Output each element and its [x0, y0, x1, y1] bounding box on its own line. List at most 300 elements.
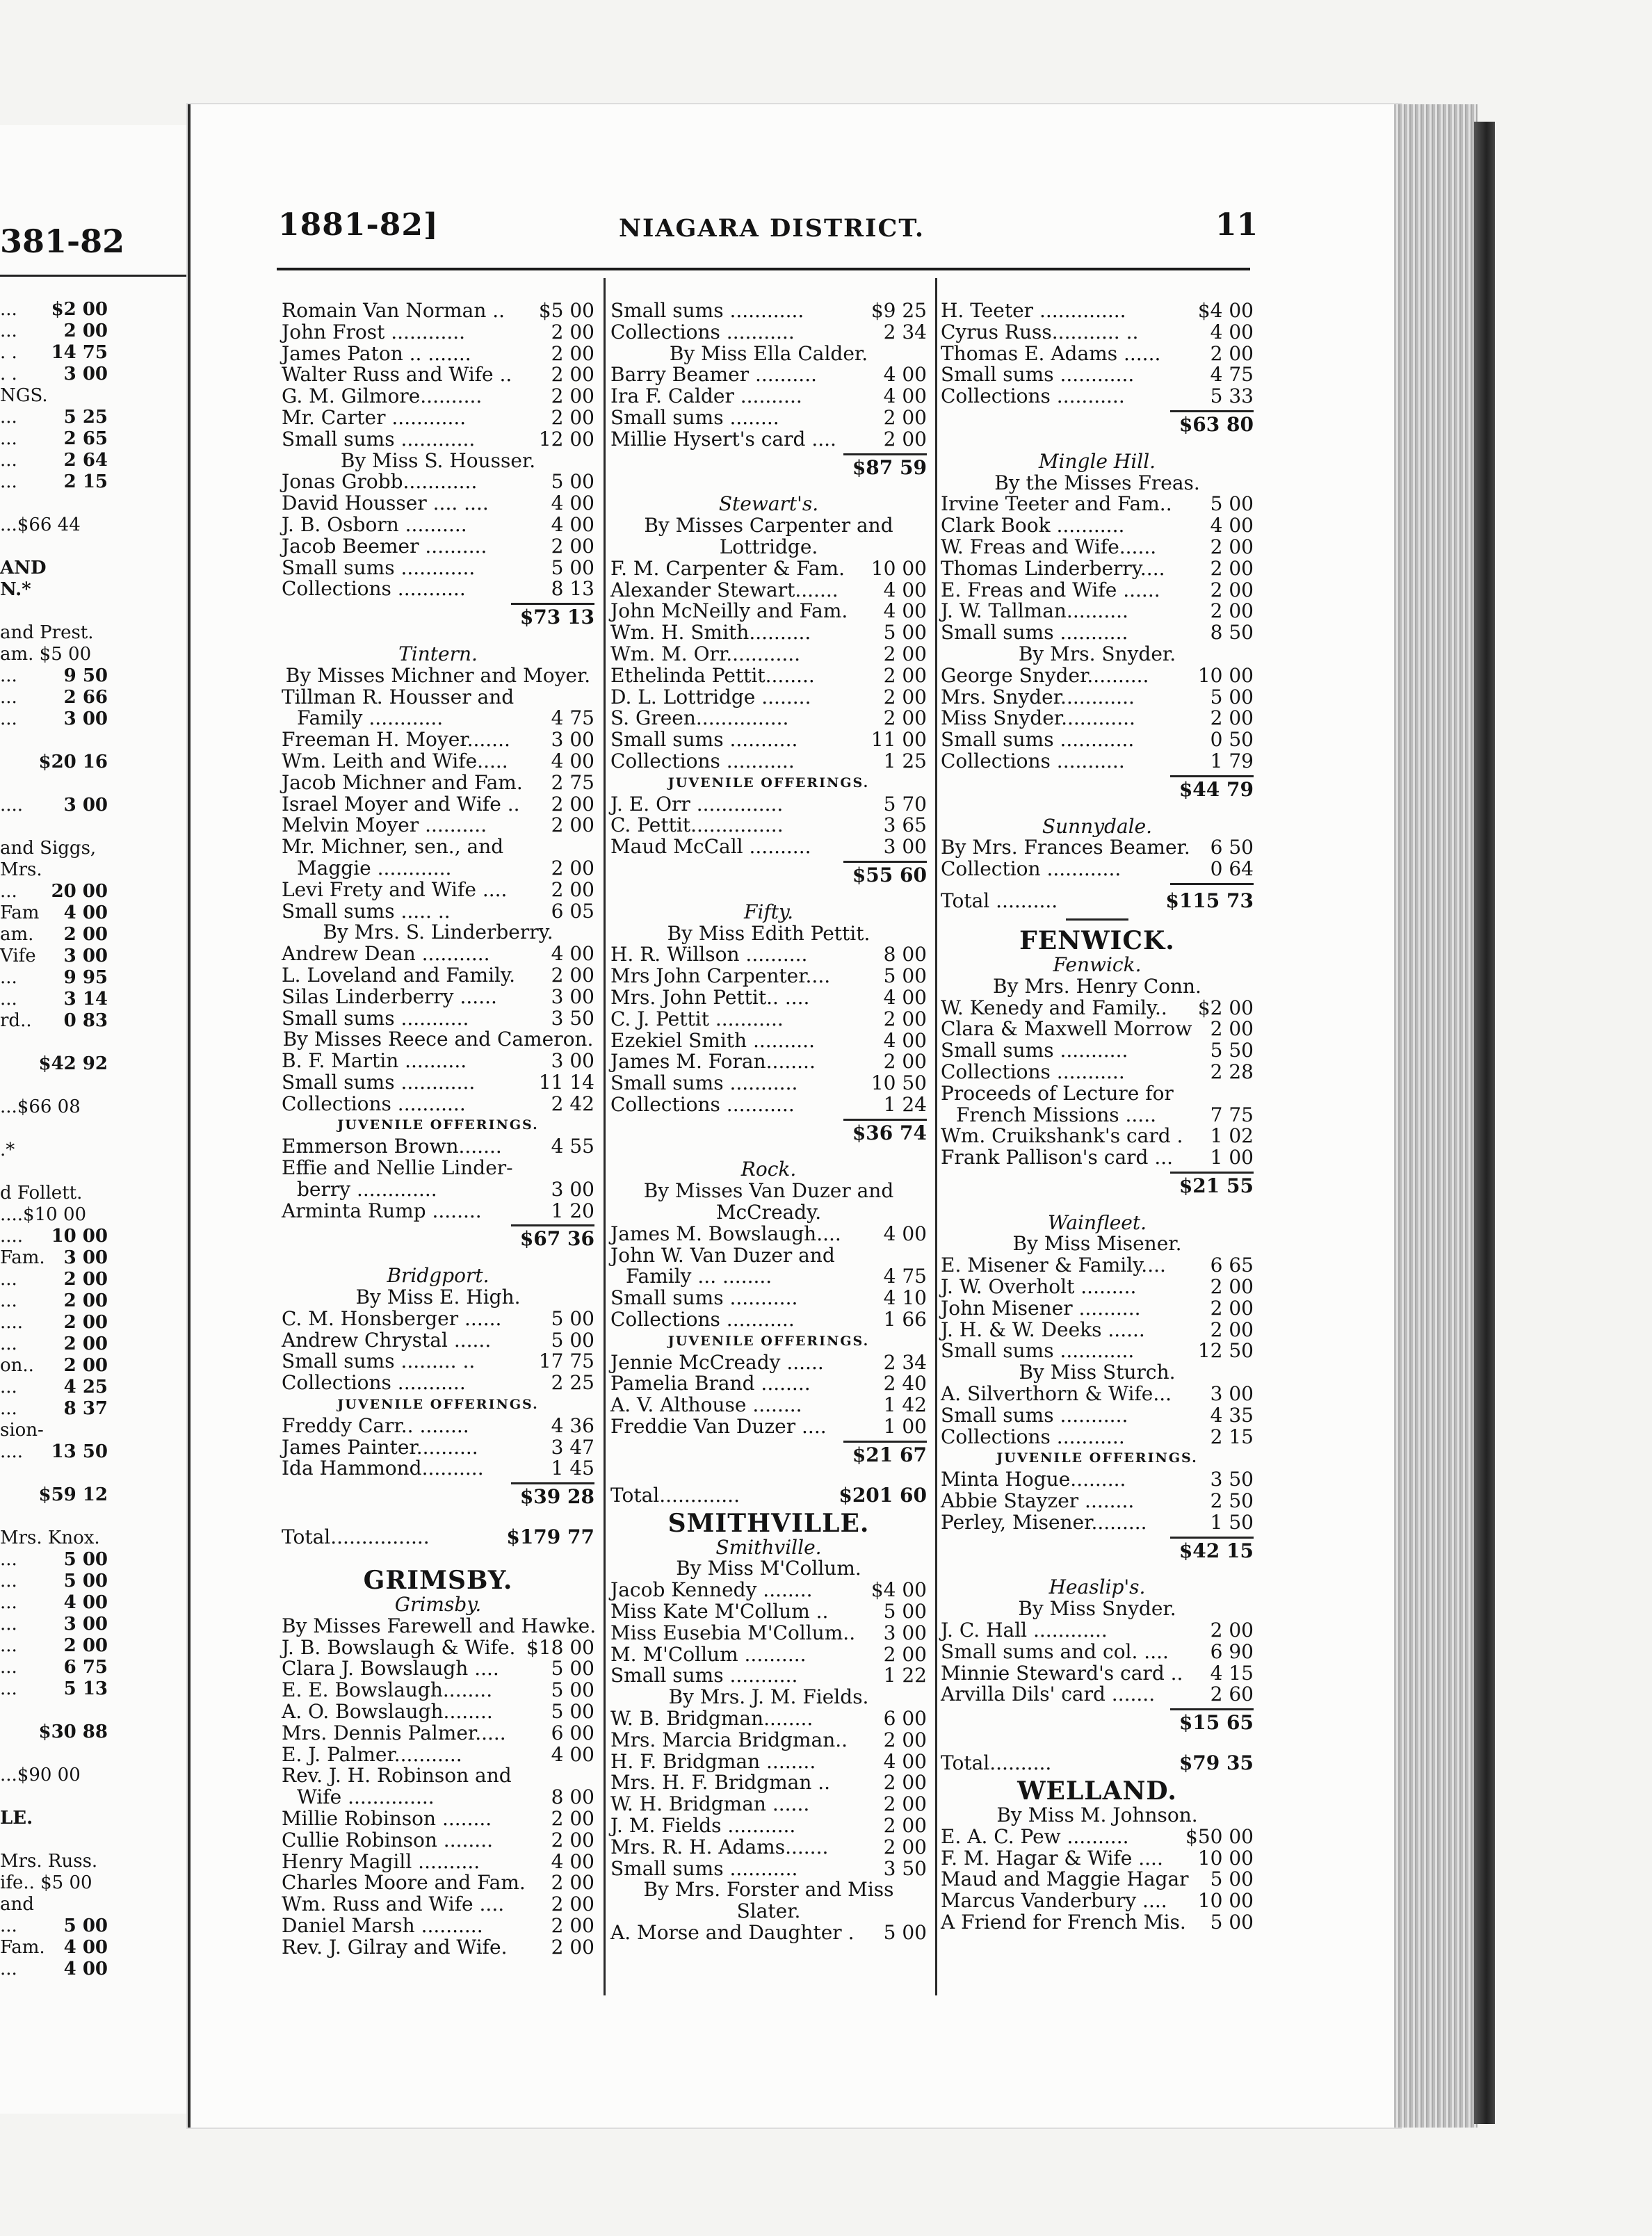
- contributor-name: Maud and Maggie Hagar: [941, 1868, 1189, 1891]
- contributor-name: Pamelia Brand ........: [610, 1372, 811, 1395]
- amount: 1 00: [1210, 1146, 1254, 1169]
- contribution-row: [282, 965, 594, 987]
- amount: $179 77: [506, 1525, 594, 1549]
- contribution-row: [610, 687, 927, 708]
- sum-rule-line: [843, 861, 927, 863]
- contribution-row: [941, 1405, 1254, 1427]
- left-page-line: [0, 1506, 198, 1528]
- left-page-line-amount: 2 00: [63, 1269, 108, 1290]
- contribution-row: [941, 1126, 1254, 1147]
- left-page-line-amount: $59 12: [38, 1484, 108, 1505]
- amount: 6 00: [551, 1721, 594, 1744]
- column-1: [282, 299, 597, 1959]
- contributor-name: Collections ...........: [282, 1371, 466, 1395]
- left-page-line-text: ...: [0, 1678, 17, 1699]
- left-page-line: [0, 708, 198, 730]
- contribution-row: [610, 558, 927, 580]
- place-heading: [282, 644, 594, 665]
- contributor-name: French Missions .....: [956, 1103, 1157, 1126]
- contribution-row: [941, 1320, 1254, 1341]
- contributor-name: Perley, Misener.........: [941, 1510, 1147, 1534]
- left-page-line: [0, 1635, 198, 1657]
- amount: 4 00: [883, 1222, 927, 1245]
- amount: $63 80: [1179, 412, 1254, 436]
- amount: 2 25: [551, 1371, 594, 1395]
- contributor-name: George Snyder..........: [941, 663, 1149, 687]
- left-page-line-text: NGS.: [0, 385, 48, 406]
- amount: 2 00: [1210, 556, 1254, 580]
- circuit-heading: [941, 927, 1254, 955]
- circuit-heading: [282, 1566, 594, 1594]
- contributor-name: Irvine Teeter and Fam..: [941, 492, 1172, 516]
- contributor-name: Melvin Moyer ..........: [282, 813, 487, 837]
- left-page-line-amount: 6 75: [63, 1657, 108, 1678]
- left-page-line: [0, 1614, 198, 1635]
- contributor-name: Maggie ............: [297, 856, 452, 880]
- spacer: [941, 1197, 1254, 1213]
- place-heading: [610, 902, 927, 923]
- amount: 3 00: [883, 1621, 927, 1644]
- collector-line: [610, 1901, 927, 1922]
- left-page-line: [0, 989, 198, 1010]
- amount: 3 00: [551, 728, 594, 752]
- contributor-name: Levi Frety and Wife ....: [282, 877, 508, 901]
- left-page-line-text: Mrs.: [0, 859, 42, 880]
- amount: 2 00: [1210, 1296, 1254, 1320]
- contributor-name: Romain Van Norman ..: [282, 299, 505, 322]
- amount: 4 75: [1210, 363, 1254, 387]
- contributor-name: Frank Pallison's card ...: [941, 1146, 1174, 1169]
- contribution-row: [282, 815, 594, 836]
- left-page-line: [0, 515, 198, 536]
- amount: 11 00: [870, 728, 927, 752]
- contributor-name: Collections ...........: [610, 1308, 795, 1331]
- left-page-line-text: and: [0, 1894, 34, 1915]
- contribution-row: [282, 1330, 594, 1352]
- contribution-row: [610, 1815, 927, 1837]
- contribution-row: [941, 1620, 1254, 1642]
- left-page-line-text: ...: [0, 471, 17, 492]
- contributor-name: Minta Hogue.........: [941, 1468, 1126, 1491]
- amount: 3 50: [1210, 1468, 1254, 1491]
- contributor-name: F. M. Hagar & Wife ....: [941, 1846, 1163, 1870]
- contribution-row: [610, 300, 927, 322]
- amount: 2 00: [551, 1893, 594, 1916]
- left-page-line: [0, 859, 198, 881]
- amount: 2 00: [883, 1050, 927, 1074]
- contribution-row: [610, 1601, 927, 1623]
- spacer: [941, 436, 1254, 451]
- contributor-name: Rev. J. H. Robinson and: [282, 1764, 512, 1788]
- amount: 4 10: [883, 1286, 927, 1310]
- contributor-name: Total..........: [941, 1751, 1052, 1775]
- running-head-title: NIAGARA DISTRICT.: [619, 214, 925, 243]
- heading-text: By Miss E. High.: [355, 1286, 521, 1309]
- contributor-name: Small sums ...........: [610, 728, 798, 752]
- left-page-line: [0, 1937, 198, 1959]
- amount: $55 60: [852, 863, 927, 886]
- amount: 1 79: [1210, 749, 1254, 772]
- amount: 2 15: [1210, 1425, 1254, 1448]
- place-heading: [941, 955, 1254, 976]
- contributor-name: Small sums ...........: [610, 1664, 798, 1687]
- contribution-row: [941, 558, 1254, 580]
- place-heading: [282, 1594, 594, 1616]
- contributor-name: Barry Beamer ..........: [610, 363, 818, 387]
- contributor-name: Emmerson Brown.......: [282, 1135, 502, 1158]
- amount: 2 34: [883, 1350, 927, 1374]
- contributor-name: E. Freas and Wife ......: [941, 578, 1160, 601]
- contributor-name: Freeman H. Moyer.......: [282, 728, 510, 752]
- contributor-name: Small sums ...........: [610, 1071, 798, 1095]
- left-page-line-text: ...: [0, 1915, 17, 1936]
- contributor-name: Thomas E. Adams ......: [941, 341, 1161, 365]
- contribution-row: [941, 1826, 1254, 1848]
- left-page-line-amount: 3 00: [63, 1247, 108, 1268]
- amount: 2 00: [1210, 535, 1254, 558]
- amount: 1 02: [1210, 1124, 1254, 1148]
- left-page-line-text: ...: [0, 1290, 17, 1311]
- contributor-name: David Housser .... ....: [282, 492, 489, 515]
- left-page-line: [0, 1657, 198, 1678]
- contribution-row: [941, 665, 1254, 687]
- left-page-line: [0, 536, 198, 558]
- sum-rule-line: [843, 453, 927, 455]
- contribution-row: [941, 1912, 1254, 1934]
- sum-rule-line: [511, 1482, 594, 1484]
- contributor-name: Family ... ........: [626, 1265, 772, 1288]
- book-binding: [1474, 122, 1495, 2124]
- amount: 5 00: [551, 1657, 594, 1680]
- left-page-line-amount: 3 00: [63, 946, 108, 966]
- contribution-row: [282, 386, 594, 407]
- left-page-line-text: Fam.: [0, 1937, 45, 1958]
- left-page-line: [0, 1743, 198, 1765]
- amount: 6 65: [1210, 1254, 1254, 1277]
- spacer: [610, 478, 927, 494]
- contribution-row: [282, 1849, 594, 1873]
- amount: 4 36: [551, 1413, 594, 1437]
- contributor-name: D. L. Lottridge ........: [610, 685, 811, 708]
- contributor-name: Family ............: [297, 706, 444, 730]
- collector-line: [610, 537, 927, 558]
- amount: 1 22: [883, 1664, 927, 1687]
- contributor-name: Miss Snyder............: [941, 706, 1135, 730]
- amount: 2 00: [1210, 578, 1254, 601]
- amount: 5 00: [883, 964, 927, 988]
- contribution-row: [282, 1915, 594, 1937]
- contribution-row: [610, 1665, 927, 1687]
- contribution-row: [282, 1765, 594, 1787]
- amount: 2 34: [883, 320, 927, 343]
- left-page-line: [0, 1592, 198, 1614]
- left-page-line-text: ...: [0, 1398, 17, 1419]
- contribution-row: [282, 858, 594, 880]
- contributor-name: Jacob Kennedy ........: [610, 1578, 813, 1602]
- left-page-line: [0, 1808, 198, 1829]
- amount: 2 00: [551, 813, 594, 837]
- contributor-name: Cullie Robinson ........: [282, 1828, 494, 1852]
- spacer: [941, 1734, 1254, 1749]
- contribution-row: [610, 1224, 927, 1245]
- left-page-line: [0, 1851, 198, 1872]
- contribution-row: [282, 772, 594, 794]
- contribution-row: [282, 1658, 594, 1680]
- amount: 4 75: [551, 706, 594, 730]
- left-page-lines: [0, 299, 198, 1980]
- left-page-line: [0, 558, 198, 579]
- amount: 4 00: [551, 1742, 594, 1766]
- amount: $4 00: [1197, 299, 1254, 322]
- contribution-row: [610, 1051, 927, 1073]
- contributor-name: Freddy Carr.. ........: [282, 1413, 469, 1437]
- amount: 5 00: [1210, 685, 1254, 708]
- left-page-line: [0, 1053, 198, 1075]
- amount: 1 25: [883, 749, 927, 772]
- contributor-name: Jacob Beemer ..........: [282, 534, 487, 558]
- amount: 10 00: [1197, 1846, 1254, 1870]
- left-page-line: [0, 1161, 198, 1183]
- left-page-line: [0, 1334, 198, 1355]
- page-number: 11: [1215, 207, 1258, 243]
- collector-line: [941, 1805, 1254, 1826]
- left-page-line: [0, 450, 198, 471]
- contribution-row: [282, 751, 594, 772]
- left-page-line-amount: 9 95: [63, 967, 108, 988]
- left-page-line: [0, 493, 198, 515]
- heading-text: JUVENILE OFFERINGS.: [667, 1333, 870, 1349]
- amount: 3 00: [883, 835, 927, 859]
- left-page-line: [0, 1075, 198, 1096]
- subtotal-row: [610, 1445, 927, 1466]
- column-divider-2: [935, 278, 937, 1995]
- collector-line: [282, 922, 594, 943]
- left-page-line: [0, 1571, 198, 1592]
- left-page-line-text: ...: [0, 1635, 17, 1656]
- amount: 2 00: [551, 534, 594, 558]
- contribution-row: [610, 1794, 927, 1815]
- heading-text: Sunnydale.: [1042, 814, 1153, 838]
- contribution-row: [941, 1384, 1254, 1405]
- contribution-row: [282, 493, 594, 515]
- contributor-name: Small sums ............: [282, 427, 476, 451]
- left-page-line-text: d Follett.: [0, 1183, 83, 1204]
- contribution-row: [282, 1008, 594, 1030]
- amount: 5 00: [883, 1920, 927, 1944]
- contribution-row: [941, 837, 1254, 859]
- left-page-line-amount: 5 00: [63, 1549, 108, 1570]
- contribution-row: [282, 1872, 594, 1894]
- contributor-name: Wm. M. Orr............: [610, 642, 801, 665]
- left-page-line-text: LE.: [0, 1808, 33, 1829]
- contributor-name: E. E. Bowslaugh........: [282, 1678, 493, 1702]
- left-page-line: [0, 342, 198, 364]
- amount: 2 00: [883, 663, 927, 687]
- contributor-name: J. W. Overholt .........: [941, 1275, 1137, 1299]
- contributor-name: C. M. Honsberger ......: [282, 1306, 502, 1330]
- amount: 4 75: [883, 1265, 927, 1288]
- running-head-years: 1881-82]: [278, 207, 439, 243]
- amount: 12 00: [538, 427, 594, 451]
- contributor-name: James Painter..........: [282, 1435, 478, 1459]
- left-page-line-text: ...: [0, 1592, 17, 1613]
- contributor-name: J. M. Fields ...........: [610, 1814, 796, 1837]
- contribution-row: [941, 998, 1254, 1019]
- left-page-line-amount: 5 25: [63, 407, 108, 428]
- juvenile-heading: [282, 1394, 594, 1416]
- left-page-line-amount: 10 00: [51, 1226, 108, 1247]
- contribution-row: [282, 1094, 594, 1115]
- collector-line: [282, 448, 594, 472]
- juvenile-heading: [610, 772, 927, 794]
- contribution-row: [610, 1352, 927, 1374]
- amount: 2 00: [883, 1642, 927, 1666]
- heading-text: Stewart's.: [718, 492, 819, 516]
- left-page-line: [0, 1463, 198, 1484]
- contribution-row: [610, 729, 927, 751]
- left-page-line: [0, 579, 198, 601]
- contributor-name: J. W. Tallman..........: [941, 599, 1128, 623]
- left-page-line-amount: 2 65: [63, 428, 108, 449]
- heading-text: WELLAND.: [1017, 1776, 1177, 1806]
- amount: 2 00: [883, 1007, 927, 1030]
- contribution-row: [610, 665, 927, 687]
- contributor-name: Small sums ........: [610, 405, 779, 429]
- sum-rule: [941, 880, 1254, 887]
- contributor-name: B. F. Martin ..........: [282, 1049, 467, 1073]
- heading-text: By Miss Ella Calder.: [669, 341, 868, 365]
- contributor-name: Collections ...........: [941, 749, 1125, 772]
- sum-rule-line: [843, 1119, 927, 1121]
- amount: 6 00: [883, 1707, 927, 1731]
- left-page-line-text: on..: [0, 1355, 34, 1376]
- amount: 4 00: [551, 942, 594, 966]
- left-page-line-text: ...: [0, 1334, 17, 1354]
- subtotal-row: [282, 1486, 594, 1508]
- left-page-line-text: ...: [0, 1269, 17, 1290]
- contribution-row: [610, 1288, 927, 1309]
- left-page-line-amount: $42 92: [38, 1053, 108, 1074]
- heading-text: Mingle Hill.: [1038, 449, 1156, 473]
- left-page-line-text: Vife: [0, 946, 36, 966]
- left-page-line-text: ...: [0, 989, 17, 1010]
- amount: 4 00: [883, 363, 927, 387]
- amount: $67 36: [519, 1227, 594, 1251]
- contributor-name: E. A. C. Pew ..........: [941, 1824, 1129, 1848]
- heading-text: Slater.: [736, 1899, 801, 1923]
- amount: 0 50: [1210, 728, 1254, 752]
- amount: 5 00: [1210, 492, 1254, 516]
- heading-text: By Miss Snyder.: [1018, 1597, 1176, 1621]
- contribution-row: [610, 429, 927, 451]
- contributor-name: L. Loveland and Family.: [282, 963, 515, 987]
- contribution-row: [941, 1062, 1254, 1083]
- left-page-line: [0, 1959, 198, 1980]
- left-page-line: [0, 299, 198, 321]
- heading-text: JUVENILE OFFERINGS.: [667, 775, 870, 791]
- contribution-row: [941, 494, 1254, 515]
- contribution-row: [941, 1427, 1254, 1448]
- amount: 4 00: [551, 749, 594, 772]
- left-page-line: [0, 1140, 198, 1161]
- collector-line: [610, 1687, 927, 1708]
- left-page-line: [0, 385, 198, 407]
- contribution-row: [282, 1437, 594, 1459]
- place-heading: [941, 451, 1254, 473]
- left-page-line: [0, 1312, 198, 1334]
- contribution-row: [610, 966, 927, 987]
- contributor-name: Henry Magill ..........: [282, 1849, 480, 1873]
- amount: 6 50: [1210, 836, 1254, 859]
- spacer: [610, 886, 927, 902]
- sum-rule-line: [1170, 775, 1254, 777]
- contribution-row: [941, 1019, 1254, 1040]
- left-page-line: [0, 816, 198, 838]
- amount: 3 00: [551, 1177, 594, 1201]
- contribution-row: [282, 1306, 594, 1330]
- sum-rule-line: [843, 1441, 927, 1443]
- amount: 5 50: [1210, 1039, 1254, 1062]
- left-page-line-amount: 13 50: [51, 1441, 108, 1462]
- heading-text: By Misses Reece and Cameron.: [282, 1028, 594, 1051]
- amount: 7 75: [1210, 1103, 1254, 1126]
- collector-line: [941, 1233, 1254, 1255]
- contribution-row: [282, 1744, 594, 1766]
- amount: 5 00: [551, 556, 594, 579]
- left-page-line: [0, 1096, 198, 1118]
- collector-line: [282, 1029, 594, 1051]
- contributor-name: Small sums ...........: [610, 1856, 798, 1880]
- heading-text: Wainfleet.: [1048, 1210, 1147, 1234]
- left-page-line: [0, 321, 198, 342]
- amount: 10 00: [1197, 1889, 1254, 1913]
- heading-text: By Mrs. Snyder.: [1018, 642, 1176, 665]
- contribution-row: [282, 1179, 594, 1201]
- amount: 5 00: [551, 1678, 594, 1702]
- column-2: [610, 300, 927, 1944]
- place-heading: [941, 1210, 1254, 1234]
- heading-text: By Miss S. Housser.: [340, 448, 536, 472]
- left-page-line-text: N.*: [0, 579, 31, 600]
- subtotal-row: [610, 457, 927, 479]
- contributor-name: Collections ...........: [941, 384, 1125, 408]
- contribution-row: [941, 1491, 1254, 1512]
- contribution-row: [282, 1680, 594, 1701]
- contributor-name: Andrew Chrystal ......: [282, 1328, 492, 1352]
- left-page-line-text: ...: [0, 1657, 17, 1678]
- column-divider-1: [604, 278, 606, 1995]
- amount: 3 00: [551, 1049, 594, 1073]
- contributor-name: Mrs John Carpenter....: [610, 964, 831, 988]
- contribution-row: [282, 1723, 594, 1744]
- left-page-line: [0, 601, 198, 622]
- amount: $4 00: [870, 1578, 927, 1602]
- left-page-line-text: ...: [0, 665, 17, 686]
- left-page-line-text: rd..: [0, 1010, 32, 1031]
- left-page-line: [0, 1786, 198, 1808]
- amount: $79 35: [1179, 1751, 1254, 1775]
- left-page-line-amount: 2 66: [63, 687, 108, 708]
- contributor-name: Israel Moyer and Wife ..: [282, 792, 520, 816]
- contribution-row: [610, 1922, 927, 1944]
- heading-text: By the Misses Freas.: [994, 471, 1200, 494]
- contributor-name: C. J. Pettit ...........: [610, 1007, 784, 1030]
- contribution-row: [282, 1830, 594, 1852]
- contribution-row: [941, 1869, 1254, 1890]
- column-3: [941, 300, 1254, 1934]
- left-page-line: [0, 795, 198, 816]
- left-page-line-text: . .: [0, 364, 17, 384]
